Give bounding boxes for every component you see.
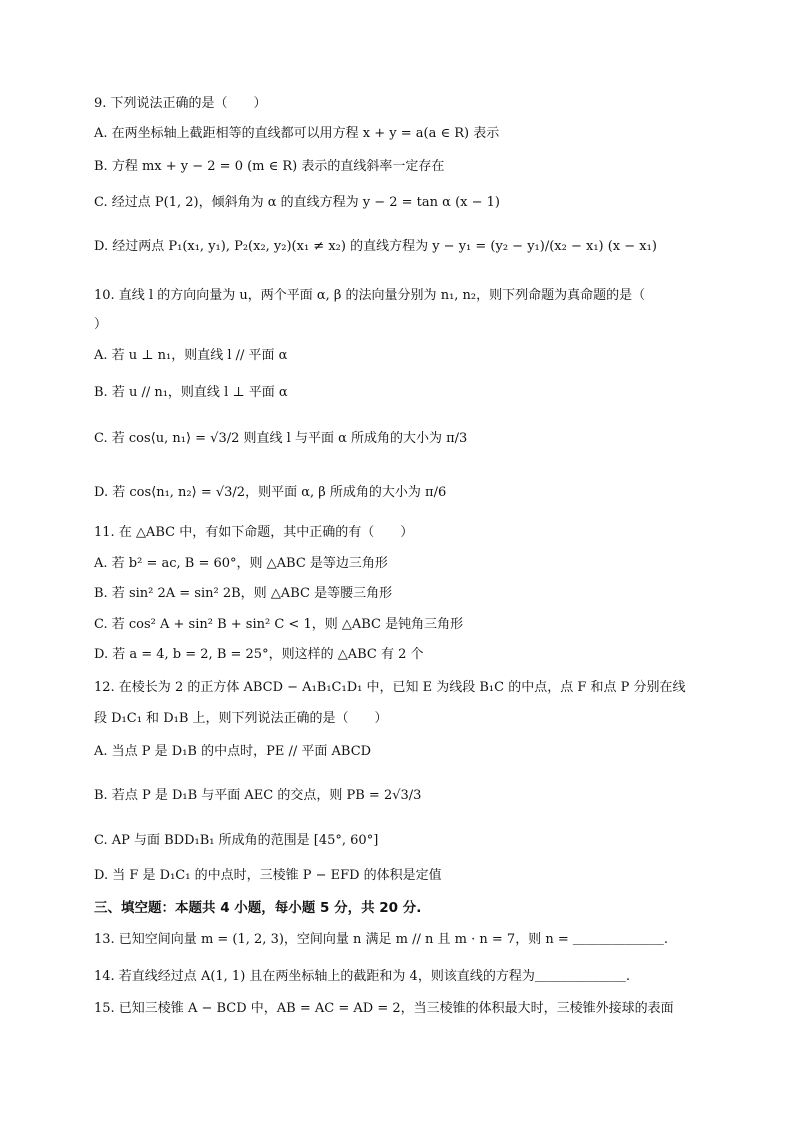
question-9-option-b: B. 方程 mx + y − 2 = 0 (m ∈ R) 表示的直线斜率一定存在	[94, 159, 445, 174]
question-14: 14. 若直线经过点 A(1, 1) 且在两坐标轴上的截距和为 4，则该直线的方程为＿＿＿＿＿＿＿.	[94, 969, 630, 984]
question-10-option-b: B. 若 u // n₁，则直线 l ⊥ 平面 α	[94, 385, 288, 400]
question-12-option-a: A. 当点 P 是 D₁B 的中点时，PE // 平面 ABCD	[94, 744, 372, 759]
section-3-heading: 三、填空题：本题共 4 小题，每小题 5 分，共 20 分.	[94, 900, 422, 916]
question-11-option-b: B. 若 sin² 2A = sin² 2B，则 △ABC 是等腰三角形	[94, 586, 393, 601]
question-12-option-b: B. 若点 P 是 D₁B 与平面 AEC 的交点，则 PB = 2√3/3	[94, 788, 422, 803]
question-15: 15. 已知三棱锥 A − BCD 中，AB = AC = AD = 2，当三棱锥的体积最大时，三棱锥外接球的表面	[94, 1001, 674, 1016]
question-11-stem: 11. 在 △ABC 中，有如下命题，其中正确的有（ ）	[94, 525, 414, 540]
question-9-option-a: A. 在两坐标轴上截距相等的直线都可以用方程 x + y = a(a ∈ R) 表示	[94, 126, 500, 141]
question-12-option-d: D. 当 F 是 D₁C₁ 的中点时，三棱锥 P − EFD 的体积是定值	[94, 868, 442, 883]
question-9-stem: 9. 下列说法正确的是（ ）	[94, 96, 267, 111]
question-11-option-d: D. 若 a = 4, b = 2, B = 25°，则这样的 △ABC 有 2 个	[94, 647, 424, 662]
question-12-option-c: C. AP 与面 BDD₁B₁ 所成角的范围是 [45°, 60°]	[94, 833, 379, 848]
question-10-stem-continued: ）	[94, 317, 108, 332]
question-12-stem-continued: 段 D₁C₁ 和 D₁B 上，则下列说法正确的是（ ）	[94, 711, 388, 726]
question-12-stem: 12. 在棱长为 2 的正方体 ABCD − A₁B₁C₁D₁ 中，已知 E 为线段 B₁C 的中点，点 F 和点 P 分别在线	[94, 680, 686, 695]
question-10-option-c: C. 若 cos⟨u, n₁⟩ = √3/2 则直线 l 与平面 α 所成角的大小为 π/3	[94, 431, 468, 446]
question-11-option-c: C. 若 cos² A + sin² B + sin² C < 1，则 △ABC 是钝角三角形	[94, 617, 464, 632]
question-10-option-a: A. 若 u ⊥ n₁，则直线 l // 平面 α	[94, 348, 288, 363]
question-9-option-d: D. 经过两点 P₁(x₁, y₁), P₂(x₂, y₂)(x₁ ≠ x₂) 的直线方程为 y − y₁ = (y₂ − y₁)/(x₂ − x₁) (x − x₁)	[94, 239, 657, 254]
question-10-stem: 10. 直线 l 的方向向量为 u，两个平面 α, β 的法向量分别为 n₁, n₂，则下列命题为真命题的是（	[94, 288, 646, 303]
question-10-option-d: D. 若 cos⟨n₁, n₂⟩ = √3/2，则平面 α, β 所成角的大小为 π/6	[94, 485, 447, 500]
question-9-option-c: C. 经过点 P(1, 2)，倾斜角为 α 的直线方程为 y − 2 = tan α (x − 1)	[94, 195, 500, 210]
question-13: 13. 已知空间向量 m = (1, 2, 3)，空间向量 n 满足 m // n 且 m · n = 7，则 n = ＿＿＿＿＿＿＿.	[94, 932, 668, 947]
question-11-option-a: A. 若 b² = ac, B = 60°，则 △ABC 是等边三角形	[94, 556, 388, 571]
